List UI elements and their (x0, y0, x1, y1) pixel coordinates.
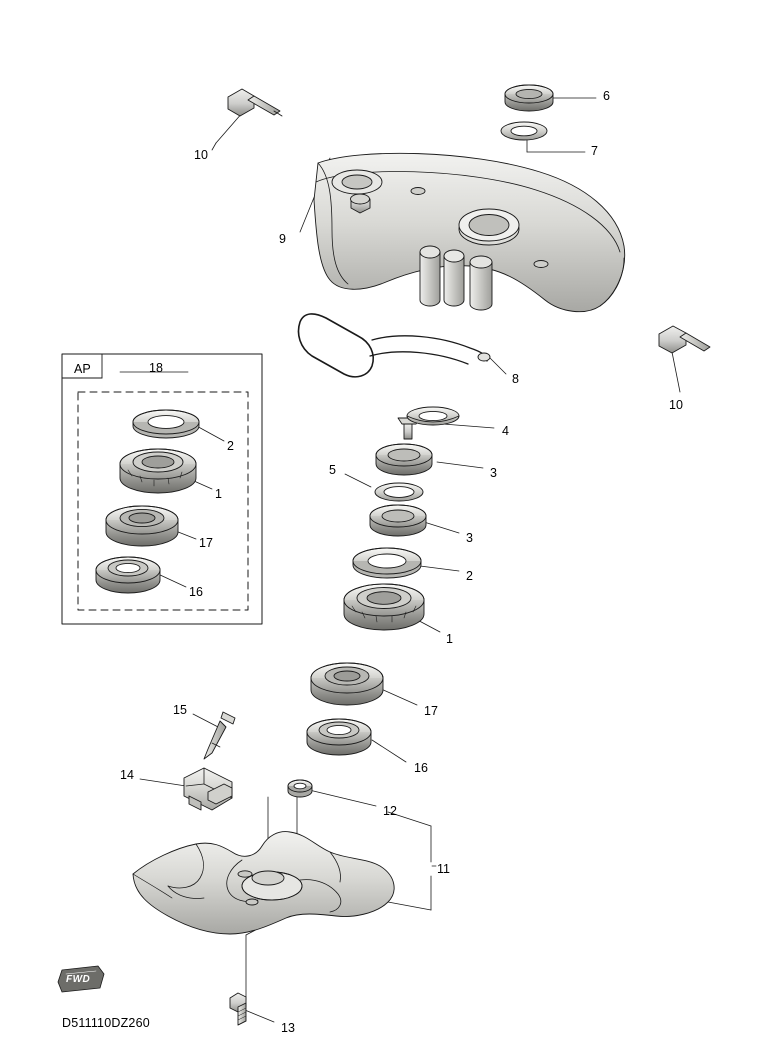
diagram-code: D511110DZ260 (62, 1016, 150, 1030)
callout-3-upper: 3 (490, 466, 497, 480)
callout-7: 7 (591, 144, 598, 158)
callout-18: 18 (149, 361, 163, 375)
fwd-marker-label: FWD (66, 974, 91, 985)
callout-14: 14 (120, 768, 134, 782)
callout-1-main: 1 (446, 632, 453, 646)
callout-10-right: 10 (669, 398, 683, 412)
callout-17-main: 17 (424, 704, 438, 718)
callout-8: 8 (512, 372, 519, 386)
callout-10-top: 10 (194, 148, 208, 162)
callout-2-main: 2 (466, 569, 473, 583)
callout-1-inset: 1 (215, 487, 222, 501)
callout-13: 13 (281, 1021, 295, 1035)
callout-16-main: 16 (414, 761, 428, 775)
callout-4: 4 (502, 424, 509, 438)
callout-3-lower: 3 (466, 531, 473, 545)
callout-6: 6 (603, 89, 610, 103)
callout-5: 5 (329, 463, 336, 477)
callout-2-inset: 2 (227, 439, 234, 453)
callout-9: 9 (279, 232, 286, 246)
inset-ap-label: AP (74, 362, 91, 376)
callout-11: 11 (437, 862, 450, 876)
callout-12: 12 (383, 804, 397, 818)
callout-16-inset: 16 (189, 585, 203, 599)
callout-17-inset: 17 (199, 536, 213, 550)
callout-15: 15 (173, 703, 187, 717)
